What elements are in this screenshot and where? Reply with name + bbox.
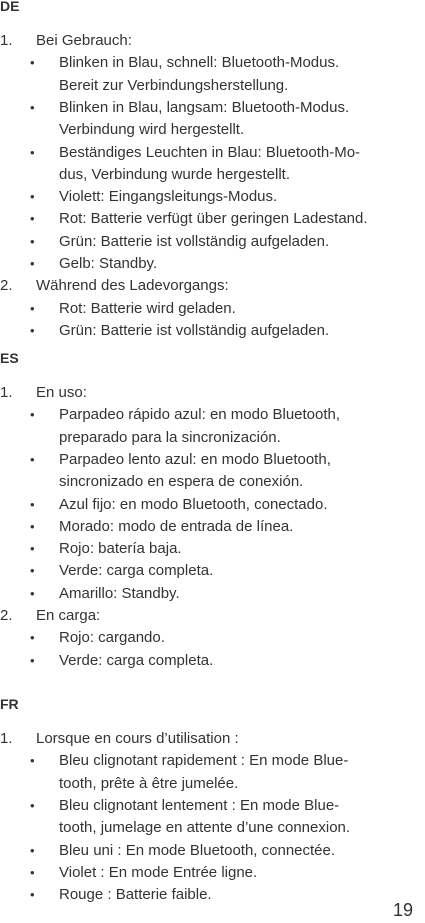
list-number: 1. bbox=[0, 384, 13, 401]
list-number: 2. bbox=[0, 607, 13, 624]
bullet-icon: • bbox=[30, 233, 35, 249]
list-item-text: Beständiges Leuchten in Blau: Bluetooth-Mo- bbox=[59, 143, 361, 161]
section-language-heading: ES bbox=[0, 350, 19, 366]
bullet-icon: • bbox=[30, 144, 35, 160]
list-number: 1. bbox=[0, 730, 13, 747]
list-item-text: Grün: Batterie ist vollständig aufgeladen. bbox=[59, 321, 330, 339]
list-item-text: Violett: Eingangsleitungs-Modus. bbox=[59, 188, 278, 206]
bullet-icon: • bbox=[30, 753, 35, 769]
bullet-icon: • bbox=[30, 496, 35, 512]
bullet-icon: • bbox=[30, 797, 35, 813]
bullet-icon: • bbox=[30, 211, 35, 227]
list-item-text: Blinken in Blau, schnell: Bluetooth-Modus. bbox=[59, 54, 340, 72]
list-item-text: tooth, jumelage en attente d’une connexion. bbox=[59, 819, 351, 837]
list-number: 2. bbox=[0, 277, 13, 295]
list-item-text: Gelb: Standby. bbox=[59, 255, 158, 272]
bullet-icon: • bbox=[30, 887, 35, 903]
list-item-text: Parpadeo lento azul: en modo Bluetooth, bbox=[59, 450, 331, 468]
bullet-icon: • bbox=[30, 300, 35, 316]
list-heading: En carga: bbox=[36, 607, 101, 624]
bullet-icon: • bbox=[30, 451, 35, 467]
bullet-icon: • bbox=[30, 652, 35, 668]
list-item-text: Grün: Batterie ist vollständig aufgeladen. bbox=[59, 232, 330, 250]
list-item-text: Violet : En mode Entrée ligne. bbox=[59, 863, 258, 881]
list-item-text: Verde: carga completa. bbox=[59, 562, 214, 580]
bullet-icon: • bbox=[30, 630, 35, 646]
list-item-text: Azul fijo: en modo Bluetooth, conectado. bbox=[59, 495, 328, 513]
list-heading: Lorsque en cours d’utilisation : bbox=[36, 730, 239, 747]
list-item-text: Parpadeo rápido azul: en modo Bluetooth, bbox=[59, 406, 341, 424]
list-item-text: Bereit zur Verbindungsherstellung. bbox=[59, 76, 289, 94]
bullet-icon: • bbox=[30, 864, 35, 880]
list-item-text: Rot: Batterie wird geladen. bbox=[59, 299, 236, 317]
list-item-text: Blinken in Blau, langsam: Bluetooth-Modus. bbox=[59, 98, 350, 116]
list-item-text: Rot: Batterie verfügt über geringen Ladestand. bbox=[59, 210, 368, 228]
list-item-text: Verde: carga completa. bbox=[59, 651, 214, 669]
bullet-icon: • bbox=[30, 518, 35, 534]
list-item-text: Bleu clignotant lentement : En mode Blue- bbox=[59, 796, 340, 814]
bullet-icon: • bbox=[30, 256, 35, 271]
list-item-text: preparado para la sincronización. bbox=[59, 428, 281, 446]
bullet-icon: • bbox=[30, 55, 35, 71]
list-heading: En uso: bbox=[36, 384, 87, 401]
bullet-icon: • bbox=[30, 189, 35, 205]
bullet-icon: • bbox=[30, 585, 35, 601]
list-number: 1. bbox=[0, 32, 13, 49]
list-item-text: Bleu clignotant rapidement : En mode Blue- bbox=[59, 752, 349, 770]
bullet-icon: • bbox=[30, 563, 35, 579]
section-language-heading: FR bbox=[0, 696, 19, 712]
list-heading: Während des Ladevorgangs: bbox=[36, 277, 229, 295]
list-item-text: Rojo: batería baja. bbox=[59, 540, 182, 558]
list-item-text: Morado: modo de entrada de línea. bbox=[59, 517, 294, 535]
list-item-text: sincronizado en espera de conexión. bbox=[59, 473, 304, 491]
list-item-text: Verbindung wird hergestellt. bbox=[59, 121, 245, 139]
bullet-icon: • bbox=[30, 322, 35, 338]
page-number: 19 bbox=[392, 900, 413, 920]
list-item-text: Bleu uni : En mode Bluetooth, connectée. bbox=[59, 841, 336, 859]
list-item-text: dus, Verbindung wurde hergestellt. bbox=[59, 165, 290, 183]
list-item-text: tooth, prête à être jumelée. bbox=[59, 774, 239, 792]
bullet-icon: • bbox=[30, 541, 35, 557]
list-item-text: Rojo: cargando. bbox=[59, 629, 165, 647]
list-heading: Bei Gebrauch: bbox=[36, 32, 132, 49]
list-item-text: Amarillo: Standby. bbox=[59, 584, 180, 602]
bullet-icon: • bbox=[30, 842, 35, 858]
bullet-icon: • bbox=[30, 99, 35, 115]
list-item-text: Rouge : Batterie faible. bbox=[59, 886, 212, 904]
section-language-heading: DE bbox=[0, 0, 20, 14]
bullet-icon: • bbox=[30, 407, 35, 423]
